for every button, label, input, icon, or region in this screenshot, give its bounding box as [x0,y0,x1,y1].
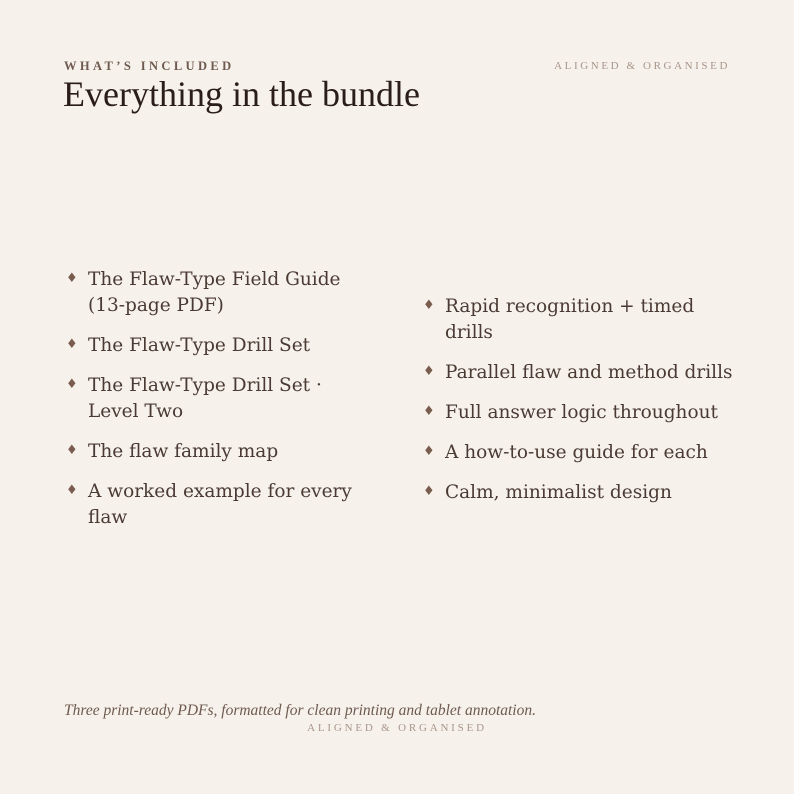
list-item [423,480,743,506]
list-item-text: Calm, minimalist design [445,482,672,503]
diamond-bullet-icon: ♦ [66,337,78,352]
brand-mark-top: ALIGNED & ORGANISED [554,60,730,72]
diamond-bullet-icon: ♦ [423,444,435,459]
diamond-bullet-icon: ♦ [423,404,435,419]
list-item [423,440,743,466]
diamond-bullet-icon: ♦ [423,298,435,313]
footer-tagline: Three print-ready PDFs, formatted for clean printing and tablet annotation. [64,702,536,719]
included-list-left [66,267,366,545]
list-item-text: Full answer logic throughout [445,402,718,423]
diamond-bullet-icon: ♦ [66,271,78,286]
list-item-text: Parallel flaw and method drills [445,362,733,383]
list-item-text: The Flaw-Type Field Guide (13-page PDF) [88,269,341,316]
list-item-text: A worked example for every flaw [88,481,352,528]
list-item-text: The Flaw-Type Drill Set [88,335,311,356]
page-title: Everything in the bundle [63,74,420,114]
list-item-text: The flaw family map [88,441,279,462]
list-item-text: The Flaw-Type Drill Set · Level Two [88,375,322,422]
diamond-bullet-icon: ♦ [66,443,78,458]
list-item-text: Rapid recognition + timed drills [445,296,695,343]
brand-mark-bottom: ALIGNED & ORGANISED [307,722,487,734]
diamond-bullet-icon: ♦ [423,364,435,379]
list-item [66,439,366,465]
list-item [423,360,743,386]
diamond-bullet-icon: ♦ [66,483,78,498]
list-item [66,333,366,359]
diamond-bullet-icon: ♦ [423,484,435,499]
included-list-right [423,294,743,520]
list-item [66,267,366,319]
list-item [423,400,743,426]
list-item-text: A how-to-use guide for each [445,442,708,463]
list-item [66,373,366,425]
diamond-bullet-icon: ♦ [66,377,78,392]
list-item [423,294,743,346]
eyebrow-label: WHAT’S INCLUDED [64,59,235,73]
list-item [66,479,366,531]
